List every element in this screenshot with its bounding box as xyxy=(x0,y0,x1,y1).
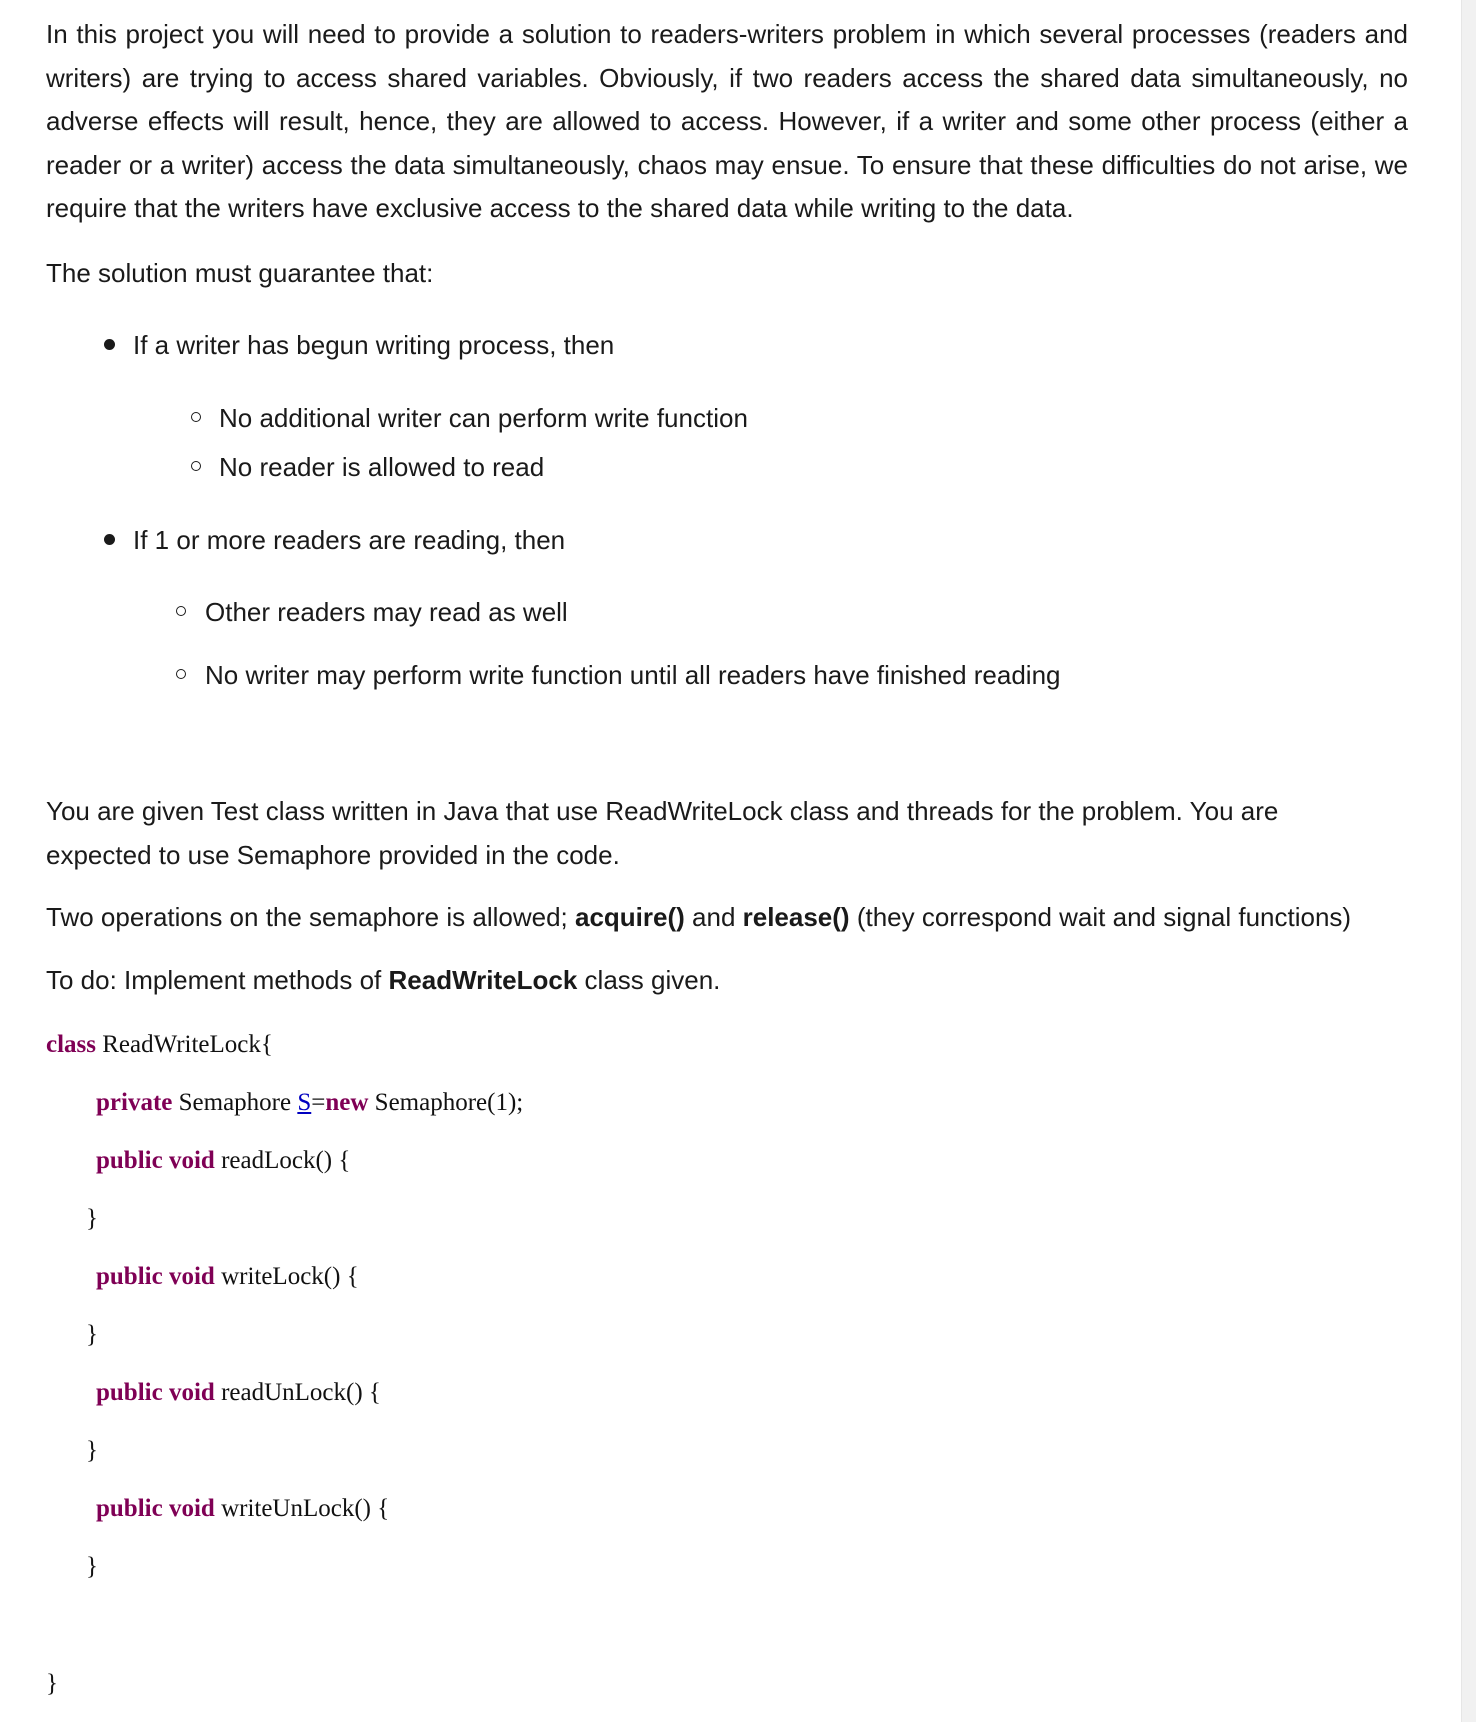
code-keyword: void xyxy=(168,1379,215,1406)
reader-case-item: No writer may perform write function until all readers have finished reading xyxy=(205,660,1061,690)
code-keyword: public xyxy=(96,1147,163,1174)
scrollbar-track[interactable] xyxy=(1461,0,1476,1722)
reader-case-item: Other readers may read as well xyxy=(205,597,568,627)
bullet-circle-icon xyxy=(176,606,186,616)
code-method-sig: readUnLock() { xyxy=(221,1379,381,1406)
code-field-decl xyxy=(96,1088,523,1118)
code-keyword: void xyxy=(168,1263,215,1290)
code-field-type: Semaphore xyxy=(172,1089,298,1116)
code-keyword: public xyxy=(96,1263,163,1290)
operations-and: and xyxy=(684,902,743,932)
code-method-writelock xyxy=(96,1262,359,1292)
code-method-readunlock xyxy=(96,1378,381,1408)
code-field-eq: = xyxy=(311,1089,326,1116)
release-op: release() xyxy=(742,902,850,932)
guarantee-heading: The solution must guarantee that: xyxy=(46,258,434,288)
code-method-sig: writeUnLock() { xyxy=(221,1495,390,1522)
bullet-circle-icon xyxy=(191,461,201,471)
bullet-circle-icon xyxy=(176,669,186,679)
code-close-brace: } xyxy=(86,1205,98,1232)
code-class-name: ReadWriteLock{ xyxy=(96,1031,273,1058)
code-method-sig: readLock() { xyxy=(221,1147,351,1174)
writer-case-item: No reader is allowed to read xyxy=(219,452,545,482)
code-method-sig: writeLock() { xyxy=(221,1263,359,1290)
acquire-op: acquire() xyxy=(574,902,685,932)
todo-line xyxy=(46,965,720,995)
intro-paragraph: In this project you will need to provide a solution to readers-writers problem in which several processes (readers and writers) are trying to access shared variables. Obviously, if two readers access the shared data simultaneously, no adverse effects will result, hence, they are allowed to access. However, if a writer and some other process (either a reader or a writer) access the data simultaneously, chaos may ensue. To ensure that these difficulties do not arise, we require that the writers have exclusive access to the shared data while writing to the data. xyxy=(46,19,1408,223)
code-field-init: Semaphore(1); xyxy=(368,1089,524,1116)
code-field-name[interactable]: S xyxy=(297,1089,312,1116)
code-class-close-brace: } xyxy=(46,1670,58,1697)
operations-line xyxy=(46,902,1351,932)
code-keyword: class xyxy=(46,1031,96,1058)
writer-case-label: If a writer has begun writing process, then xyxy=(133,330,615,360)
code-method-writeunlock xyxy=(96,1494,389,1524)
reader-case-label: If 1 or more readers are reading, then xyxy=(133,525,566,555)
writer-case-item: No additional writer can perform write function xyxy=(219,403,748,433)
operations-suffix: (they correspond wait and signal functions) xyxy=(849,902,1352,932)
code-keyword: private xyxy=(96,1089,173,1116)
given-paragraph: You are given Test class written in Java that use ReadWriteLock class and threads for the problem. You are expected to use Semaphore provided in the code. xyxy=(46,796,1279,870)
code-close-brace: } xyxy=(86,1553,98,1580)
todo-prefix: To do: Implement methods of xyxy=(46,965,389,995)
code-class-decl xyxy=(46,1030,273,1060)
operations-prefix: Two operations on the semaphore is allowed; xyxy=(46,902,575,932)
code-keyword: new xyxy=(325,1089,369,1116)
bullet-disc-icon xyxy=(104,534,115,545)
code-close-brace: } xyxy=(86,1321,98,1348)
bullet-disc-icon xyxy=(104,339,115,350)
code-keyword: void xyxy=(168,1495,215,1522)
code-close-brace: } xyxy=(86,1437,98,1464)
code-method-readlock xyxy=(96,1146,350,1176)
code-keyword: public xyxy=(96,1379,163,1406)
todo-suffix: class given. xyxy=(577,965,721,995)
todo-class-name: ReadWriteLock xyxy=(388,965,578,995)
code-keyword: public xyxy=(96,1495,163,1522)
code-keyword: void xyxy=(168,1147,215,1174)
bullet-circle-icon xyxy=(191,412,201,422)
